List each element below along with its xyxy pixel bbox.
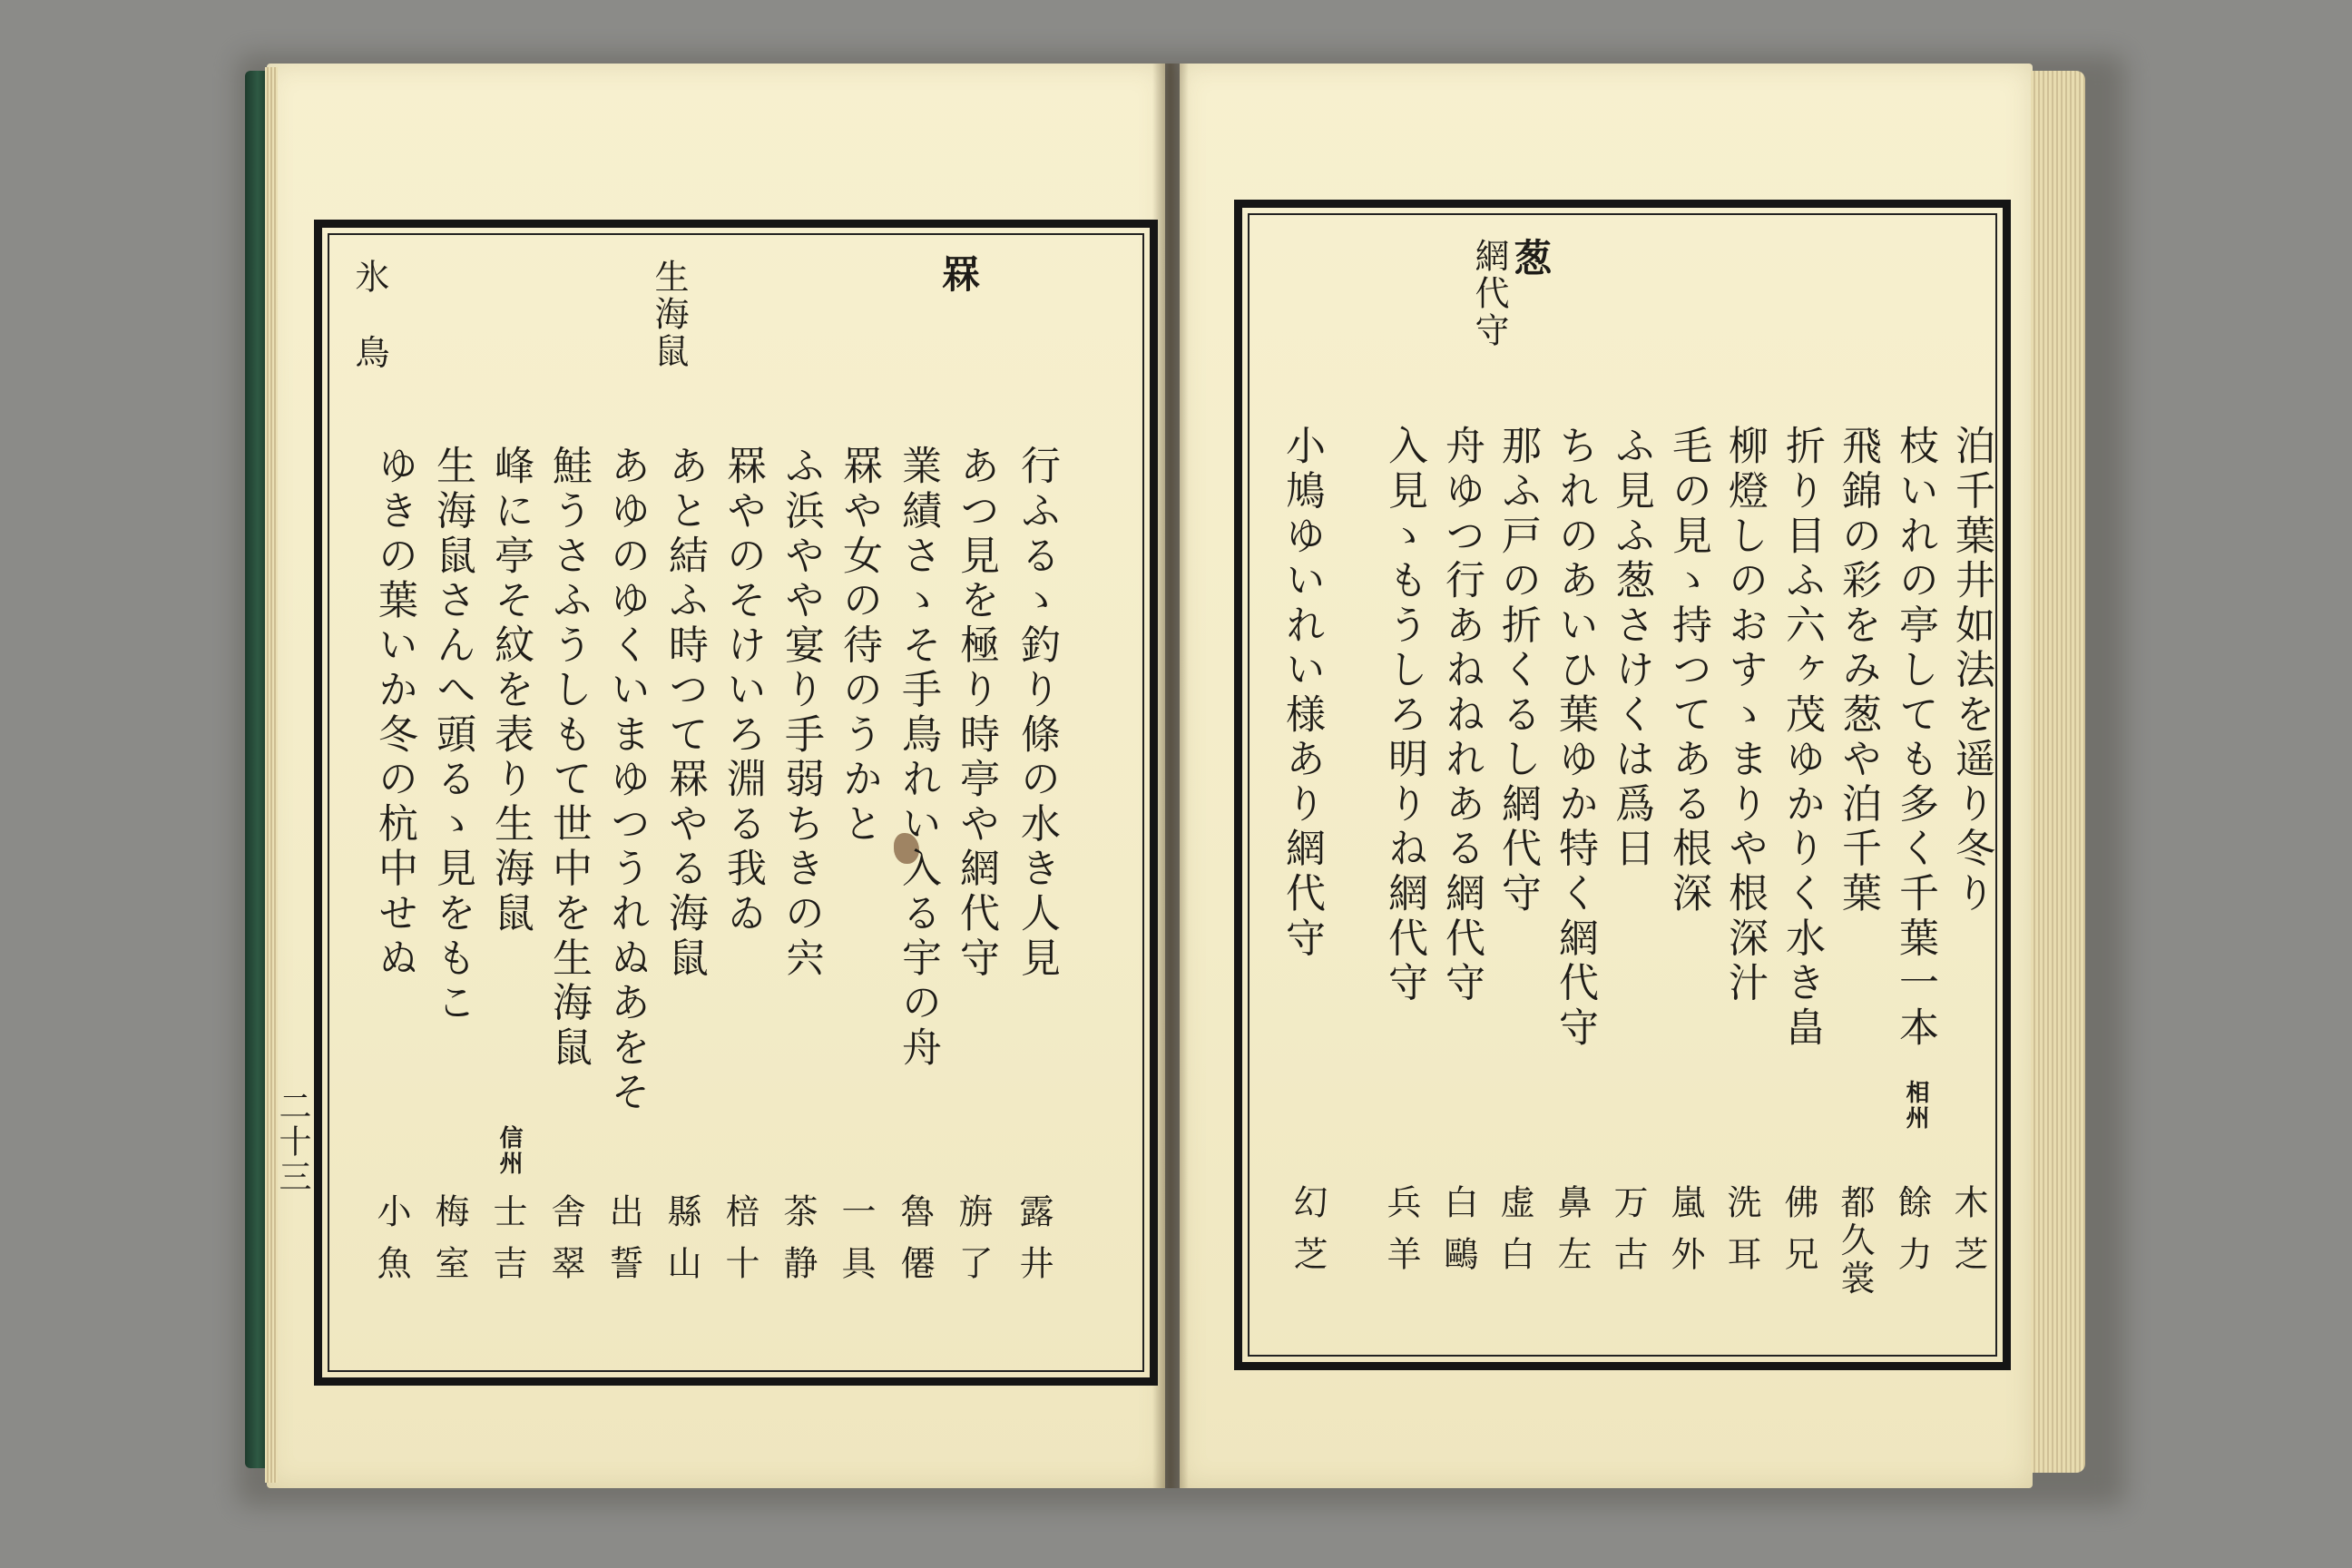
left-poet-7: 縣山 <box>662 1193 701 1297</box>
right-poet-8: 鼻左 <box>1552 1184 1592 1288</box>
right-poet-3: 都久裳 <box>1835 1184 1875 1298</box>
left-subheading: 生海鼠 <box>649 259 689 371</box>
right-heading: 葱 <box>1508 238 1553 279</box>
left-poet-5: 茶静 <box>778 1193 818 1297</box>
left-poem-line-8: あゆのゆくいまゆつうれぬあをそ <box>603 445 650 1116</box>
left-poet-1: 露井 <box>1014 1193 1054 1297</box>
right-poet-4: 佛兄 <box>1779 1184 1818 1288</box>
right-poem-line-10: 舟ゆつ行あねねれある網代守 <box>1438 425 1485 1006</box>
book-gutter <box>1152 64 1189 1488</box>
left-heading-top: 罧 <box>936 254 981 296</box>
left-poem-line-9: 鮭うさふうしもて世中を生海鼠 <box>545 445 592 1071</box>
left-poet-10: 士吉 <box>487 1193 527 1297</box>
right-poem-line-1: 泊千葉井如法を遥り冬り <box>1948 425 1994 917</box>
left-poet-8: 出誓 <box>603 1193 643 1297</box>
right-poem-line-7: ふ見ふ葱さけくは爲日 <box>1608 425 1654 872</box>
left-poet-3: 魯僊 <box>895 1193 935 1297</box>
right-poem-line-6: 毛の見ゝ持つてある根深 <box>1665 425 1711 917</box>
right-poem-line-5: 柳燈しのおすゝまりや根深汁 <box>1721 425 1768 1006</box>
left-poem-line-11: 生海鼠さんへ頭るゝ見をもこ <box>429 445 475 1026</box>
left-poem-line-10: 峰に亭そ紋を表り生海鼠 <box>487 445 534 937</box>
right-poem-line-8: ちれのあいひ葉ゆか特く網代守 <box>1552 425 1598 1051</box>
left-poet-12: 小魚 <box>371 1193 411 1297</box>
right-poem-line-9: 那ふ戸の折くるし網代守 <box>1494 425 1541 917</box>
right-poet-9: 虚白 <box>1494 1184 1534 1288</box>
left-poet-6: 棓十 <box>720 1193 760 1297</box>
left-poem-line-12: ゆきの葉いか冬の杭中せぬ <box>371 445 417 982</box>
right-poem-line-3: 飛錦の彩をみ葱や泊千葉 <box>1835 425 1881 917</box>
right-region-note: 相州 <box>1902 1080 1929 1132</box>
left-poem-line-6: 罧やのそけいろ淵る我ゐ <box>720 445 766 937</box>
left-poet-2: 旃了 <box>953 1193 993 1297</box>
right-subheading: 網代守 <box>1469 238 1509 350</box>
left-poem-line-1: 行ふるゝ釣り條の水き人見 <box>1014 445 1060 982</box>
right-poet-6: 嵐外 <box>1665 1184 1705 1288</box>
right-poet-12: 幻芝 <box>1288 1184 1328 1288</box>
left-poem-line-5: ふ浜やや宴り手弱ちきの宍 <box>778 445 824 982</box>
right-page-edges <box>2031 71 2085 1473</box>
right-poet-10: 白鷗 <box>1438 1184 1478 1288</box>
left-page-edges <box>265 67 278 1483</box>
left-poet-9: 舎翠 <box>545 1193 585 1297</box>
right-poem-line-11: 入見ゝもうしろ明りね網代守 <box>1381 425 1427 1006</box>
right-poet-7: 万古 <box>1608 1184 1648 1288</box>
right-poet-11: 兵羊 <box>1381 1184 1421 1288</box>
left-poem-line-7: あと結ふ時つて罧やる海鼠 <box>662 445 708 982</box>
right-poem-line-12: 小鳩ゆいれい様あり網代守 <box>1279 425 1325 962</box>
right-poet-5: 洗耳 <box>1721 1184 1761 1288</box>
left-heading-bottom: 氷鳥 <box>349 259 389 411</box>
right-poem-line-2: 枝いれの亭しても多く千葉一本 <box>1892 425 1938 1051</box>
right-poem-line-4: 折り目ふ六ヶ茂ゆかりく水き畠 <box>1779 425 1825 1051</box>
left-poem-line-3: 業績さゝそ手鳥れい入る宇の舟 <box>895 445 941 1071</box>
right-poet-1: 木芝 <box>1948 1184 1988 1288</box>
right-poet-2: 餘力 <box>1892 1184 1932 1288</box>
left-region-note: 信州 <box>495 1125 523 1177</box>
left-poet-4: 一具 <box>836 1193 876 1297</box>
page-number: 二十三 <box>274 1089 311 1195</box>
left-poet-11: 梅室 <box>429 1193 469 1297</box>
left-poem-line-2: あつ見を極り時亭や網代守 <box>953 445 999 982</box>
left-poem-line-4: 罧や女の待のうかと <box>836 445 882 848</box>
